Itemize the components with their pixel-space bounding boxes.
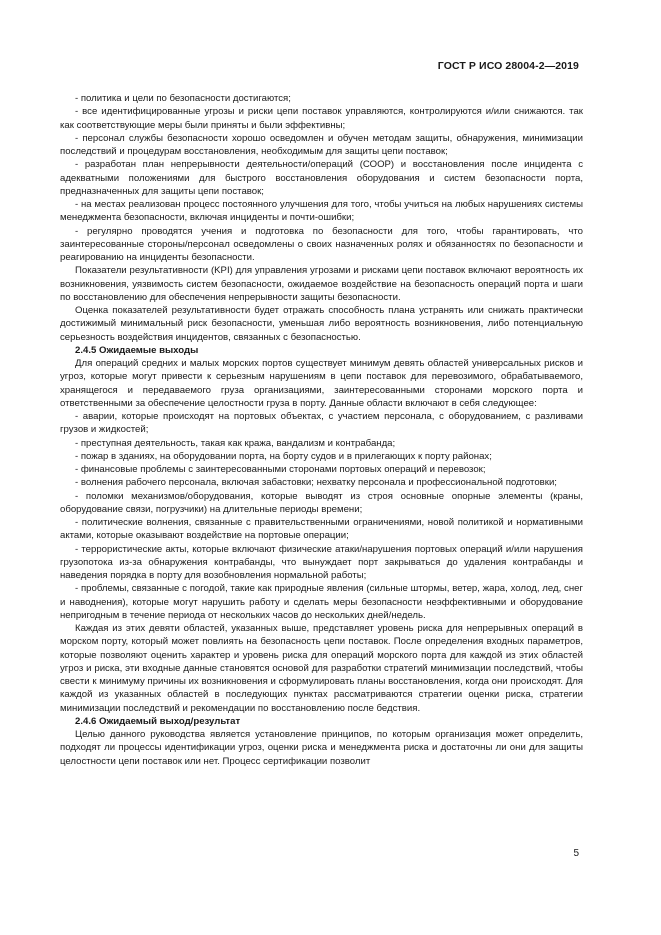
paragraph: Каждая из этих девяти областей, указанных выше, представляет уровень риска для непрерывных операций в морском порту, который может повлиять на безопасность цепи поставок. После определения входных параметров, которые позволяют оценить характер и уровень риска для операций морского порта для каждой из этих областей угроз и риска, эти входные данные становятся основой для разработки стратегий минимизации последствий, чтобы свести к минимуму причины их возникновения и сформулировать планы восстановления, когда они происходят. Для каждой из указанных областей в последующих пунктах рассматриваются стратегии оценки риска, стратегии минимизации последствий и рекомендации по восстановлению после бедствия. [60,623,583,714]
paragraph: - поломки механизмов/оборудования, которые выводят из строя основные опорные элементы (краны, оборудование связи, погрузчики) на длительные периоды времени; [60,490,583,515]
paragraph: Оценка показателей результативности будет отражать способность плана устранять или снижать практически достижимый минимальный риск безопасности, уменьшая либо вероятность возникновения, либо потенциальную серьезность воздействия инцидентов, связанных с безопасностью. [60,305,583,343]
paragraph: - аварии, которые происходят на портовых объектах, с участием персонала, с оборудованием, с разливами грузов и жидкостей; [60,411,583,436]
page-number: 5 [573,848,579,859]
paragraph: Целью данного руководства является установление принципов, по которым организация может определить, подходят ли процессы идентификации угроз, оценки риска и менеджмента риска и достаточны ли они для защиты целостности цепи поставок или нет. Процесс сертификации позволит [60,729,583,767]
paragraph: - все идентифицированные угрозы и риски цепи поставок управляются, контролируются и/или снижаются. так как соответствующие меры были приняты и были эффективны; [60,106,583,131]
paragraph: - регулярно проводятся учения и подготовка по безопасности для того, чтобы гарантировать, что заинтересованные стороны/персонал осведомлены о своих назначенных ролях и обязанностях по безопасности и реагированию на инциденты безопасности. [60,225,583,263]
document-header: ГОСТ Р ИСО 28004-2—2019 [437,60,579,72]
paragraph: - на местах реализован процесс постоянного улучшения для того, чтобы учиться на любых нарушениях системы менеджмента безопасности, включая инциденты и почти-ошибки; [60,199,583,224]
paragraph: Для операций средних и малых морских портов существует минимум девять областей универсальных рисков и угроз, которые могут привести к серьезным нарушениям в цепи поставок для перевозимого, обрабатываемого, хранящегося и передаваемого груза организациями, заинтересованными сторонами морского порта и ответственными за обеспечение целостности груза в порту. Данные области включают в себя следующее: [60,358,583,409]
document-body [60,92,583,768]
paragraph: - персонал службы безопасности хорошо осведомлен и обучен методам защиты, обнаружения, минимизации последствий и процедурам восстановления, необходимым для защиты цепи поставок; [60,132,583,157]
paragraph: - финансовые проблемы с заинтересованными сторонами портовых операций и перевозок; [75,464,486,475]
paragraph: - проблемы, связанные с погодой, такие как природные явления (сильные штормы, ветер, жара, холод, лед, снег и наводнения), которые могут нарушить работу и сделать меры безопасности неэффективными и оборудование непригодным в течение периода от нескольких часов до нескольких дней/недель. [60,583,583,621]
paragraph: - пожар в зданиях, на оборудовании порта, на борту судов и в прилегающих к порту районах; [75,450,492,462]
section-heading: 2.4.5 Ожидаемые выходы [75,344,199,356]
paragraph: Показатели результативности (KPI) для управления угрозами и рисками цепи поставок включают вероятность их возникновения, уязвимость систем безопасности, ожидаемое воздействие на безопасность операций порта и шаги по восстановлению для обеспечения непрерывности защиты безопасности. [60,265,583,303]
paragraph: - волнения рабочего персонала, включая забастовки; нехватку персонала и профессиональной подготовки; [75,477,557,489]
paragraph: - преступная деятельность, такая как кража, вандализм и контрабанда; [75,437,396,449]
paragraph: - политические волнения, связанные с правительственными ограничениями, новой политикой и нормативными актами, которые оказывают воздействие на портовые операции; [60,517,583,542]
paragraph: - политика и цели по безопасности достигаются; [75,93,291,104]
section-heading: 2.4.6 Ожидаемый выход/результат [75,715,241,727]
paragraph: - террористические акты, которые включают физические атаки/нарушения портовых операций и/или нарушения грузопотока из-за обнаружения контрабанды, что вынуждает порт закрываться до удаления контрабанды и наведения порядка в порту для возобновления нормальной работы; [60,543,583,581]
paragraph: - разработан план непрерывности деятельности/операций (СООР) и восстановления после инцидента с адекватными положениями для быстрого восстановления оборудования и систем безопасности порта, предназначенных для защиты цепи поставок; [60,159,583,197]
